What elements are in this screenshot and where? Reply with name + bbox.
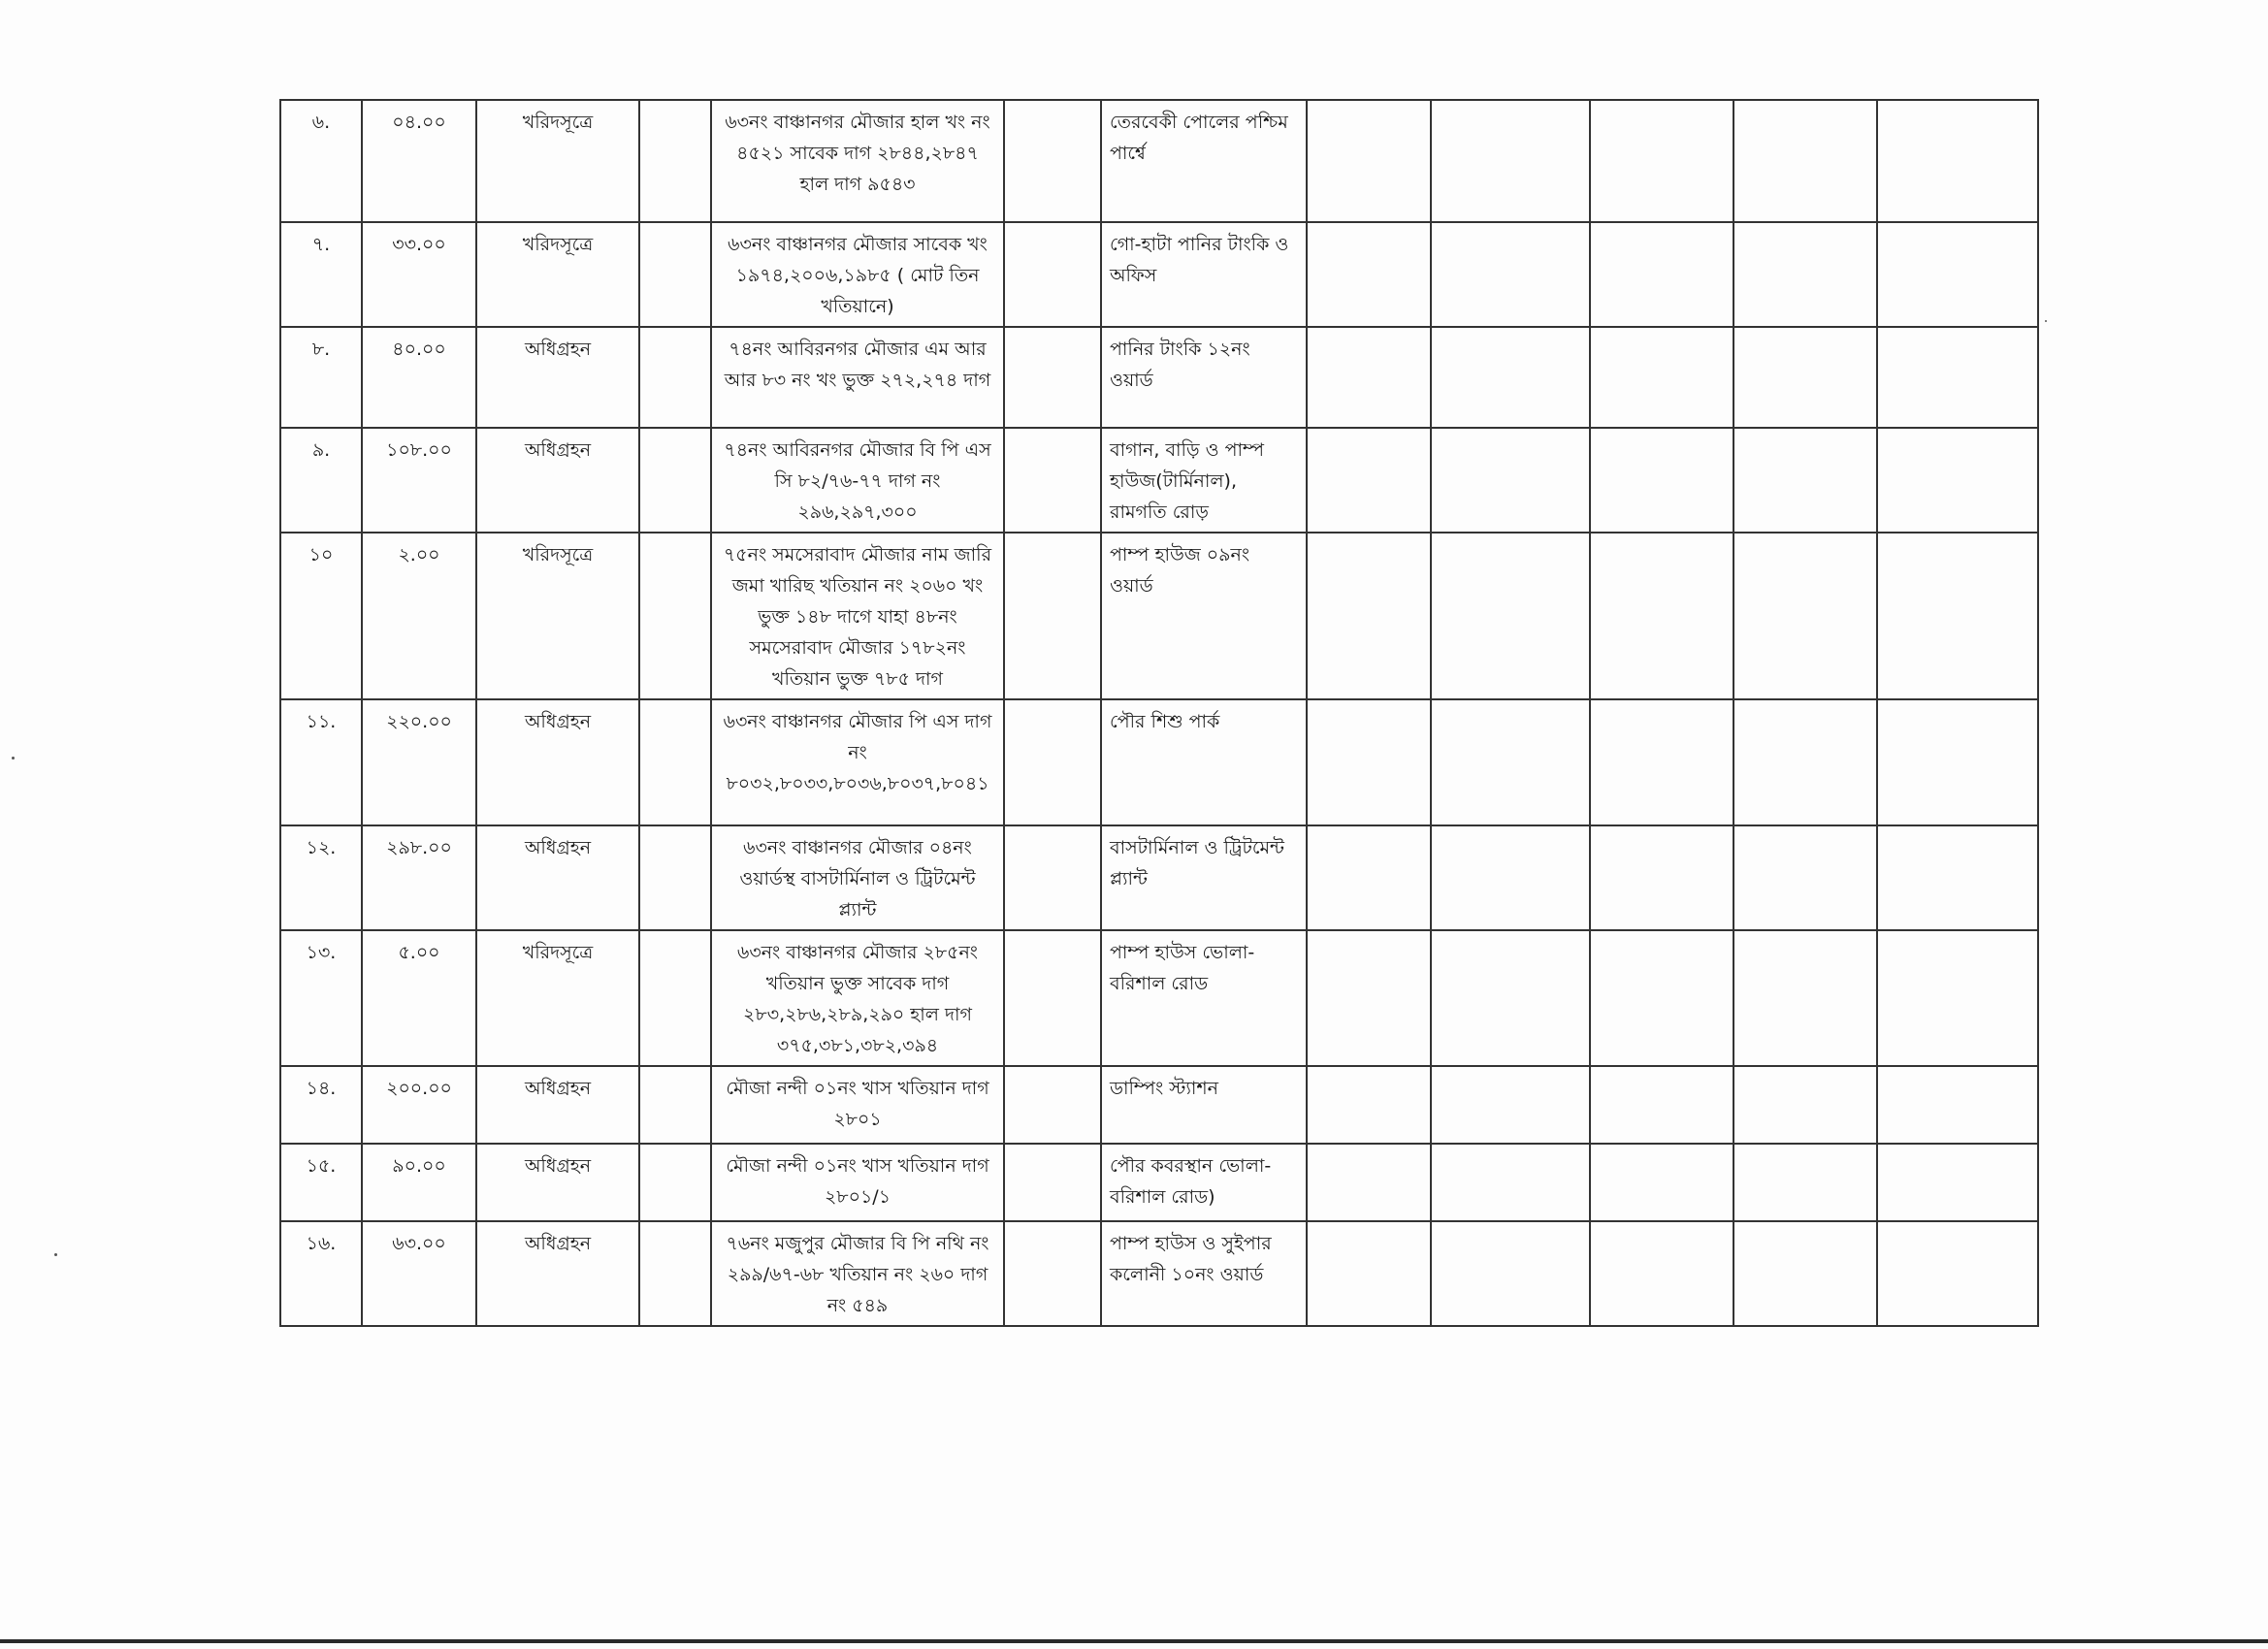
- blank-cell: [1733, 1144, 1877, 1221]
- area-cell: ৩৩.০০: [362, 222, 476, 327]
- table-row: [280, 533, 2038, 699]
- land-use-cell: গো-হাটা পানির টাংকি ও অফিস: [1101, 222, 1307, 327]
- blank-cell: [1431, 1221, 1590, 1326]
- blank-cell: [1004, 1221, 1101, 1326]
- blank-cell: [639, 1066, 711, 1144]
- blank-cell: [1590, 100, 1733, 222]
- blank-cell: [1431, 428, 1590, 533]
- mouza-description-cell: মৌজা নন্দী ০১নং খাস খতিয়ান দাগ ২৮০১/১: [711, 1144, 1004, 1221]
- table-row: [280, 1144, 2038, 1221]
- blank-cell: [1307, 825, 1431, 930]
- blank-cell: [1431, 930, 1590, 1066]
- blank-cell: [1431, 327, 1590, 428]
- serial-cell: ৮.: [280, 327, 362, 428]
- land-use-cell: বাগান, বাড়ি ও পাম্প হাউজ(টার্মিনাল), রামগতি রোড়: [1101, 428, 1307, 533]
- blank-cell: [1590, 699, 1733, 825]
- table-row: [280, 1221, 2038, 1326]
- blank-cell: [1004, 930, 1101, 1066]
- land-use-cell: পাম্প হাউজ ০৯নং ওয়ার্ড: [1101, 533, 1307, 699]
- acquisition-mode-cell: খরিদসূত্রে: [476, 930, 639, 1066]
- mouza-description-cell: ৬৩নং বাঞ্চানগর মৌজার পি এস দাগ নং ৮০৩২,৮০৩৩,৮০৩৬,৮০৩৭,৮০৪১: [711, 699, 1004, 825]
- blank-cell: [1877, 1066, 2038, 1144]
- acquisition-mode-cell: অধিগ্রহন: [476, 428, 639, 533]
- blank-cell: [639, 1221, 711, 1326]
- mouza-description-cell: ৬৩নং বাঞ্চানগর মৌজার ০৪নং ওয়ার্ডস্থ বাসটার্মিনাল ও ট্রিটমেন্ট প্ল্যান্ট: [711, 825, 1004, 930]
- blank-cell: [1733, 327, 1877, 428]
- mouza-description-cell: মৌজা নন্দী ০১নং খাস খতিয়ান দাগ ২৮০১: [711, 1066, 1004, 1144]
- land-use-cell: তেরবেকী পোলের পশ্চিম পার্শ্বে: [1101, 100, 1307, 222]
- area-cell: ২.০০: [362, 533, 476, 699]
- land-use-cell: পৌর কবরস্থান ভোলা-বরিশাল রোড): [1101, 1144, 1307, 1221]
- blank-cell: [1590, 930, 1733, 1066]
- blank-cell: [1733, 1221, 1877, 1326]
- mouza-description-cell: ৭৫নং সমসেরাবাদ মৌজার নাম জারি জমা খারিছ খতিয়ান নং ২০৬০ খং ভুক্ত ১৪৮ দাগে যাহা ৪৮নং সমসেরাবাদ মৌজার ১৭৮২নং খতিয়ান ভুক্ত ৭৮৫ দাগ: [711, 533, 1004, 699]
- blank-cell: [1733, 100, 1877, 222]
- blank-cell: [1590, 222, 1733, 327]
- area-cell: ৯০.০০: [362, 1144, 476, 1221]
- mouza-description-cell: ৬৩নং বাঞ্চানগর মৌজার সাবেক খং ১৯৭৪,২০০৬,১৯৮৫ ( মোট তিন খতিয়ানে): [711, 222, 1004, 327]
- mouza-description-cell: ৭৪নং আবিরনগর মৌজার বি পি এস সি ৮২/৭৬-৭৭ দাগ নং ২৯৬,২৯৭,৩০০: [711, 428, 1004, 533]
- scan-bottom-edge: [0, 1639, 2268, 1643]
- blank-cell: [1877, 327, 2038, 428]
- blank-cell: [1733, 1066, 1877, 1144]
- blank-cell: [1004, 100, 1101, 222]
- acquisition-mode-cell: অধিগ্রহন: [476, 1221, 639, 1326]
- serial-cell: ১০: [280, 533, 362, 699]
- table-row: [280, 699, 2038, 825]
- land-use-cell: পাম্প হাউস ভোলা-বরিশাল রোড: [1101, 930, 1307, 1066]
- area-cell: ২০০.০০: [362, 1066, 476, 1144]
- land-use-cell: বাসটার্মিনাল ও ট্রিটমেন্ট প্ল্যান্ট: [1101, 825, 1307, 930]
- blank-cell: [1004, 428, 1101, 533]
- blank-cell: [1733, 533, 1877, 699]
- area-cell: ২২০.০০: [362, 699, 476, 825]
- blank-cell: [1733, 699, 1877, 825]
- blank-cell: [1307, 1066, 1431, 1144]
- area-cell: ৫.০০: [362, 930, 476, 1066]
- blank-cell: [1431, 100, 1590, 222]
- mouza-description-cell: ৭৬নং মজুপুর মৌজার বি পি নথি নং ২৯৯/৬৭-৬৮ খতিয়ান নং ২৬০ দাগ নং ৫৪৯: [711, 1221, 1004, 1326]
- table-row: [280, 825, 2038, 930]
- table-row: [280, 1066, 2038, 1144]
- blank-cell: [1431, 533, 1590, 699]
- blank-cell: [639, 930, 711, 1066]
- serial-cell: ১১.: [280, 699, 362, 825]
- blank-cell: [1307, 699, 1431, 825]
- blank-cell: [1590, 1221, 1733, 1326]
- blank-cell: [1733, 930, 1877, 1066]
- blank-cell: [1590, 1144, 1733, 1221]
- blank-cell: [1590, 533, 1733, 699]
- area-cell: ৪০.০০: [362, 327, 476, 428]
- blank-cell: [1733, 222, 1877, 327]
- blank-cell: [1431, 699, 1590, 825]
- mouza-description-cell: ৬৩নং বাঞ্চানগর মৌজার ২৮৫নং খতিয়ান ভুক্ত সাবেক দাগ ২৮৩,২৮৬,২৮৯,২৯০ হাল দাগ ৩৭৫,৩৮১,৩৮২,৩৯৪: [711, 930, 1004, 1066]
- blank-cell: [639, 100, 711, 222]
- blank-cell: [1004, 1144, 1101, 1221]
- blank-cell: [1004, 327, 1101, 428]
- serial-cell: ১৪.: [280, 1066, 362, 1144]
- area-cell: ৬৩.০০: [362, 1221, 476, 1326]
- serial-cell: ৬.: [280, 100, 362, 222]
- mouza-description-cell: ৬৩নং বাঞ্চানগর মৌজার হাল খং নং ৪৫২১ সাবেক দাগ ২৮৪৪,২৮৪৭ হাল দাগ ৯৫৪৩: [711, 100, 1004, 222]
- blank-cell: [1431, 1144, 1590, 1221]
- blank-cell: [1307, 533, 1431, 699]
- blank-cell: [1733, 825, 1877, 930]
- scan-speck: [2045, 320, 2047, 322]
- scan-speck: [54, 1253, 57, 1256]
- blank-cell: [639, 428, 711, 533]
- area-cell: ১০৮.০০: [362, 428, 476, 533]
- area-cell: ২৯৮.০০: [362, 825, 476, 930]
- acquisition-mode-cell: খরিদসূত্রে: [476, 533, 639, 699]
- mouza-description-cell: ৭৪নং আবিরনগর মৌজার এম আর আর ৮৩ নং খং ভুক্ত ২৭২,২৭৪ দাগ: [711, 327, 1004, 428]
- blank-cell: [1307, 1221, 1431, 1326]
- serial-cell: ১৬.: [280, 1221, 362, 1326]
- blank-cell: [639, 533, 711, 699]
- blank-cell: [1590, 825, 1733, 930]
- blank-cell: [1877, 533, 2038, 699]
- blank-cell: [1307, 222, 1431, 327]
- blank-cell: [1431, 222, 1590, 327]
- blank-cell: [1590, 327, 1733, 428]
- acquisition-mode-cell: অধিগ্রহন: [476, 825, 639, 930]
- table-row: [280, 428, 2038, 533]
- land-records-table: [279, 99, 2039, 1327]
- blank-cell: [1431, 1066, 1590, 1144]
- land-use-cell: ডাম্পিং স্ট্যাশন: [1101, 1066, 1307, 1144]
- blank-cell: [1877, 1144, 2038, 1221]
- blank-cell: [1877, 428, 2038, 533]
- blank-cell: [1307, 100, 1431, 222]
- land-use-cell: পৌর শিশু পার্ক: [1101, 699, 1307, 825]
- blank-cell: [1431, 825, 1590, 930]
- blank-cell: [639, 825, 711, 930]
- blank-cell: [1877, 825, 2038, 930]
- blank-cell: [639, 222, 711, 327]
- blank-cell: [1307, 930, 1431, 1066]
- acquisition-mode-cell: অধিগ্রহন: [476, 699, 639, 825]
- table-row: [280, 222, 2038, 327]
- blank-cell: [1307, 327, 1431, 428]
- blank-cell: [1004, 825, 1101, 930]
- blank-cell: [1877, 699, 2038, 825]
- blank-cell: [639, 327, 711, 428]
- blank-cell: [639, 1144, 711, 1221]
- blank-cell: [1307, 428, 1431, 533]
- acquisition-mode-cell: অধিগ্রহন: [476, 327, 639, 428]
- blank-cell: [1733, 428, 1877, 533]
- blank-cell: [1877, 100, 2038, 222]
- blank-cell: [1004, 1066, 1101, 1144]
- table-row: [280, 100, 2038, 222]
- land-use-cell: পাম্প হাউস ও সুইপার কলোনী ১০নং ওয়ার্ড: [1101, 1221, 1307, 1326]
- blank-cell: [639, 699, 711, 825]
- serial-cell: ৭.: [280, 222, 362, 327]
- blank-cell: [1877, 1221, 2038, 1326]
- blank-cell: [1590, 1066, 1733, 1144]
- blank-cell: [1877, 222, 2038, 327]
- blank-cell: [1590, 428, 1733, 533]
- serial-cell: ৯.: [280, 428, 362, 533]
- table-row: [280, 930, 2038, 1066]
- blank-cell: [1004, 533, 1101, 699]
- acquisition-mode-cell: খরিদসূত্রে: [476, 100, 639, 222]
- serial-cell: ১৩.: [280, 930, 362, 1066]
- blank-cell: [1307, 1144, 1431, 1221]
- serial-cell: ১২.: [280, 825, 362, 930]
- blank-cell: [1004, 222, 1101, 327]
- land-use-cell: পানির টাংকি ১২নং ওয়ার্ড: [1101, 327, 1307, 428]
- acquisition-mode-cell: অধিগ্রহন: [476, 1144, 639, 1221]
- blank-cell: [1877, 930, 2038, 1066]
- table-row: [280, 327, 2038, 428]
- serial-cell: ১৫.: [280, 1144, 362, 1221]
- area-cell: ০৪.০০: [362, 100, 476, 222]
- acquisition-mode-cell: খরিদসূত্রে: [476, 222, 639, 327]
- scan-speck: [12, 757, 15, 760]
- blank-cell: [1004, 699, 1101, 825]
- acquisition-mode-cell: অধিগ্রহন: [476, 1066, 639, 1144]
